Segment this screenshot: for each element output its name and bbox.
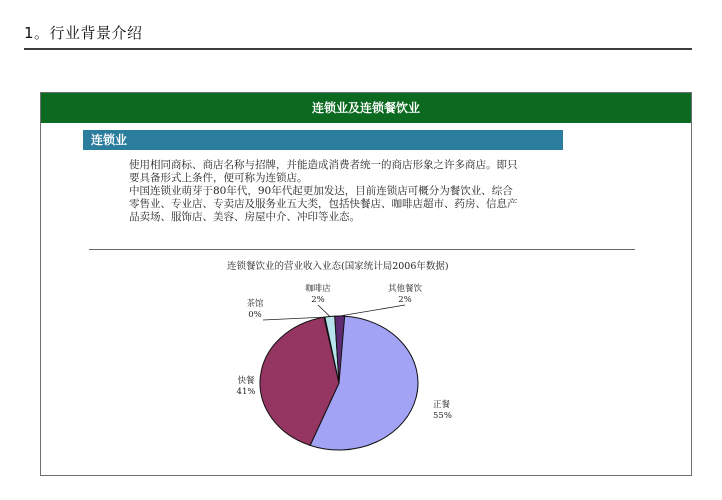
section-label: 连锁业 xyxy=(83,130,563,150)
body-line: 要具备形式上条件，便可称为连锁店。 xyxy=(129,172,308,184)
pie-label-name: 其他餐饮 xyxy=(387,284,423,294)
pie-label-name: 快餐 xyxy=(237,376,255,386)
pie-label-name: 咖啡店 xyxy=(305,284,331,294)
pie-label-value: 2% xyxy=(398,295,412,305)
pie-label-name: 正餐 xyxy=(433,400,451,410)
pie-label-value: 0% xyxy=(248,310,262,320)
content-panel xyxy=(40,92,692,476)
page-title: 1。行业背景介绍 xyxy=(24,24,143,42)
pie-leader-line xyxy=(340,305,405,316)
body-line: 品卖场、服饰店、美容、房屋中介、冲印等业态。 xyxy=(129,211,360,223)
pie-label-value: 55% xyxy=(433,411,452,421)
pie-label-name: 茶馆 xyxy=(246,299,264,309)
pie-label-value: 2% xyxy=(311,295,325,305)
pie-leader-line xyxy=(318,305,330,316)
body-line: 零售业、专业店、专卖店及服务业五大类，包括快餐店、咖啡店超市、药房、信息产 xyxy=(129,198,518,210)
pie-chart xyxy=(41,93,691,475)
body-line: 中国连锁业萌芽于80年代，90年代起更加发达，目前连锁店可概分为餐饮业、综合 xyxy=(129,185,513,197)
panel-header: 连锁业及连锁餐饮业 xyxy=(41,93,691,123)
title-rule xyxy=(24,48,692,50)
body-line: 使用相同商标、商店名称与招牌，并能造成消费者统一的商店形象之许多商店。即只 xyxy=(129,159,518,171)
pie-label-value: 41% xyxy=(236,387,256,397)
chart-title: 连锁餐饮业的营业收入业态(国家统计局2006年数据) xyxy=(227,261,449,272)
